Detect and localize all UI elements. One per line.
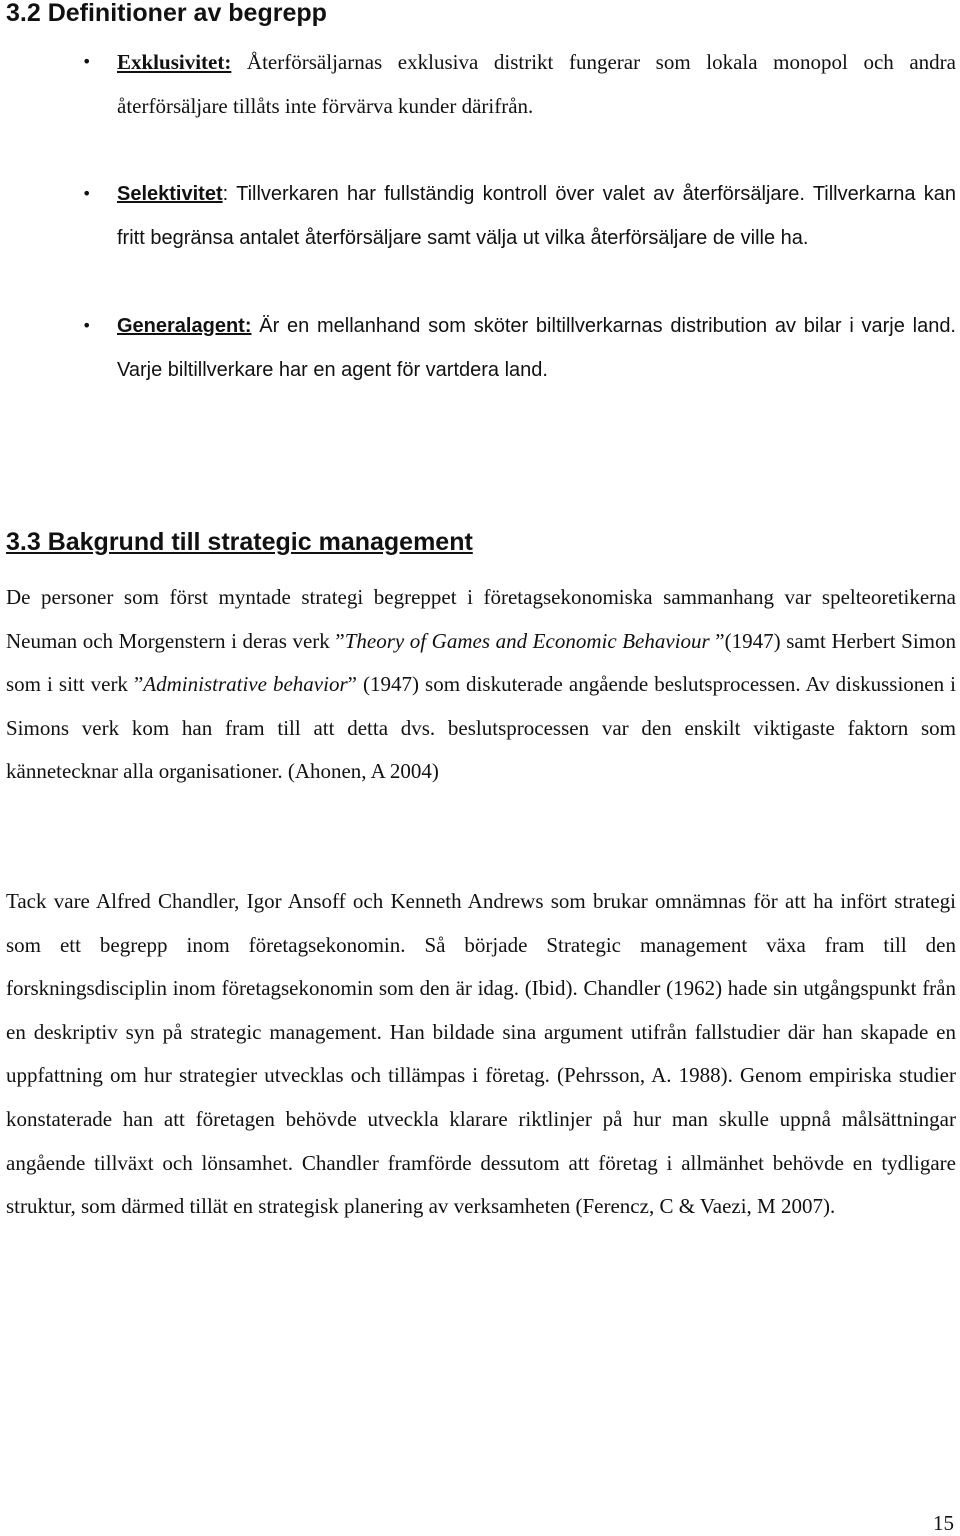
section-heading-background: 3.3 Bakgrund till strategic management xyxy=(6,528,473,556)
page-number: 15 xyxy=(933,1511,954,1535)
list-item xyxy=(0,304,960,392)
definition-term: Selektivitet xyxy=(117,183,223,205)
bullet-icon: • xyxy=(82,316,92,335)
paragraph-chandler: Tack vare Alfred Chandler, Igor Ansoff och Kenneth Andrews som brukar omnämnas för att ha infört strategi som ett begrepp inom företagsekonomin. Så började Strategic management växa fram till den forskningsdisciplin inom företagsekonomin som den är idag. (Ibid). Chandler (1962) hade sin utgångspunkt från en deskriptiv syn på strategic management. Han bildade sina argument utifrån fallstudier där han skapade en uppfattning om hur strategier utvecklas och tillämpas i företag. (Pehrsson, A. 1988). Genom empiriska studier konstaterade han att företagen behövde utveckla klarare riktlinjer på hur man skulle uppnå målsättningar angående tillväxt och lönsamhet. Chandler framförde dessutom att företag i allmänhet behövde en tydligare struktur, som därmed tillät en strategisk planering av verksamheten (Ferencz, C & Vaezi, M 2007). xyxy=(6,889,956,1219)
list-item xyxy=(0,172,960,260)
definition-text: Återförsäljarnas exklusiva distrikt fungerar som lokala monopol och andra återförsäljare tillåts inte förvärva kunder därifrån. xyxy=(117,50,956,118)
definition-term: Exklusivitet: xyxy=(117,50,232,74)
work-title-theory-of-games: Theory of Games and Economic Behaviour xyxy=(344,628,710,653)
paragraph-origins xyxy=(6,576,956,794)
definition-text: Är en mellanhand som sköter biltillverkarnas distribution av bilar i varje land. Varje biltillverkare har en agent för vartdera land. xyxy=(117,315,956,381)
paragraph-text: ”(1947) samt Herbert Simon som i sitt verk ” xyxy=(6,628,957,697)
definitions-list xyxy=(0,40,960,392)
bullet-icon: • xyxy=(82,184,92,203)
section-heading-definitions: 3.2 Definitioner av begrepp xyxy=(6,0,327,27)
paragraph-text: ” (1947) som diskuterade angående beslutsprocessen. Av diskussionen i Simons verk kom han fram till att detta dvs. beslutsprocessen var den enskilt viktigaste faktorn som kännetecknar alla organisationer. (Ahonen, A 2004) xyxy=(6,672,956,784)
definition-term: Generalagent: xyxy=(117,315,252,337)
work-title-administrative-behavior: Administrative behavior xyxy=(143,672,348,697)
definition-text: : Tillverkaren har fullständig kontroll över valet av återförsäljare. Tillverkarna kan fritt begränsa antalet återförsäljare samt välja ut vilka återförsäljare de ville ha. xyxy=(117,183,956,249)
bullet-icon: • xyxy=(82,52,92,71)
paragraph-text: De personer som först myntade strategi begreppet i företagsekonomiska sammanhang var spelteoretikerna Neuman och Morgenstern i deras verk ” xyxy=(6,585,956,653)
list-item xyxy=(0,40,960,128)
